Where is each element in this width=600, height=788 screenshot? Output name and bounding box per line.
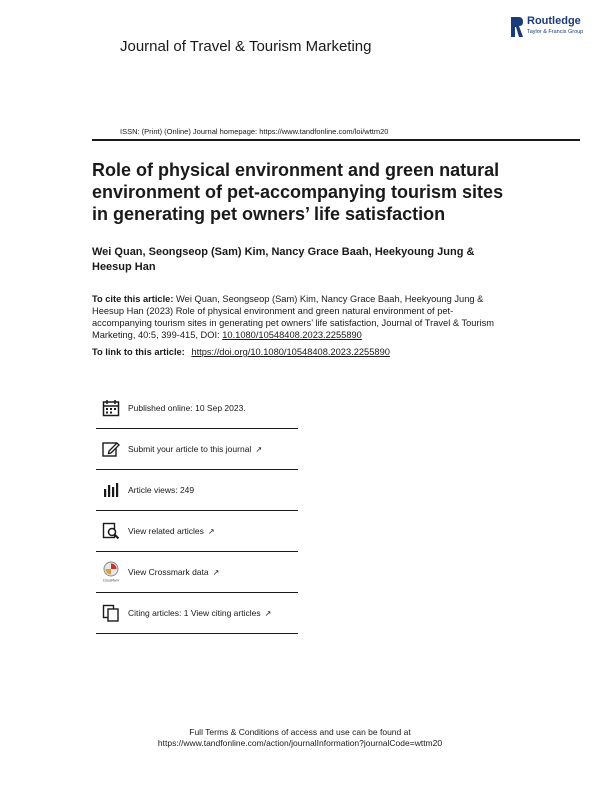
external-link-icon: ↗ xyxy=(264,609,272,618)
bar-chart-icon xyxy=(100,479,122,501)
citation-text: Wei Quan, Seongseop (Sam) Kim, Nancy Grace Baah, Heekyoung Jung & Heesup Han (2023) Role of physical environment and green natural environment of pet-accompanying tourism sites in generating pet owners’ life satisfaction, Journal of Travel & Tourism Marketing, 40:5, 399-415, DOI: xyxy=(92,294,495,340)
crossmark-item[interactable] xyxy=(96,552,298,593)
issn-line[interactable]: ISSN: (Print) (Online) Journal homepage: https://www.tandfonline.com/loi/wttm20 xyxy=(120,127,389,136)
document-search-icon xyxy=(100,520,122,542)
external-link-icon: ↗ xyxy=(212,568,220,577)
publisher-logo[interactable] xyxy=(510,14,590,42)
copy-documents-icon xyxy=(100,602,122,624)
submit-article-link[interactable]: Submit your article to this journal ↗ xyxy=(128,444,263,454)
citation-doi-link[interactable]: 10.1080/10548408.2023.2255890 xyxy=(222,330,362,340)
edit-icon xyxy=(100,438,122,460)
related-articles-item[interactable] xyxy=(96,511,298,552)
article-views: Article views: 249 xyxy=(128,485,195,495)
footer-terms-text: Full Terms & Conditions of access and use can be found at xyxy=(189,727,411,737)
article-doi-link[interactable]: https://doi.org/10.1080/10548408.2023.2255890 xyxy=(191,347,390,357)
publisher-name: Routledge xyxy=(527,15,581,27)
crossmark-icon xyxy=(100,561,122,583)
link-label: To link to this article: xyxy=(92,347,185,357)
published-date: Published online: 10 Sep 2023. xyxy=(128,403,246,413)
external-link-icon: ↗ xyxy=(207,527,215,536)
journal-title: Journal of Travel & Tourism Marketing xyxy=(120,38,372,55)
header-divider xyxy=(92,139,580,141)
citation-block xyxy=(92,293,512,341)
article-title: Role of physical environment and green natural environment of pet-accompanying tourism sites in generating pet owners’ life satisfaction xyxy=(92,160,504,224)
citing-articles-item[interactable] xyxy=(96,593,298,634)
citing-articles-link[interactable]: Citing articles: 1 View citing articles ↗ xyxy=(128,608,272,618)
article-link-block xyxy=(92,347,512,357)
citation-label: To cite this article: xyxy=(92,294,174,304)
routledge-logo-icon xyxy=(510,16,524,38)
submit-article-item[interactable] xyxy=(96,429,298,470)
article-info-list xyxy=(96,388,298,634)
article-authors: Wei Quan, Seongseop (Sam) Kim, Nancy Grace Baah, Heekyoung Jung & Heesup Han xyxy=(92,246,475,273)
published-item xyxy=(96,388,298,429)
related-articles-link[interactable]: View related articles ↗ xyxy=(128,526,215,536)
calendar-icon xyxy=(100,397,122,419)
crossmark-logo-text: CrossMark xyxy=(102,578,120,583)
publisher-tagline: Taylor & Francis Group xyxy=(527,29,584,35)
external-link-icon: ↗ xyxy=(255,445,263,454)
article-views-item xyxy=(96,470,298,511)
footer-terms-link[interactable]: https://www.tandfonline.com/action/journalInformation?journalCode=wttm20 xyxy=(157,738,443,748)
crossmark-link[interactable]: View Crossmark data ↗ xyxy=(128,567,220,577)
